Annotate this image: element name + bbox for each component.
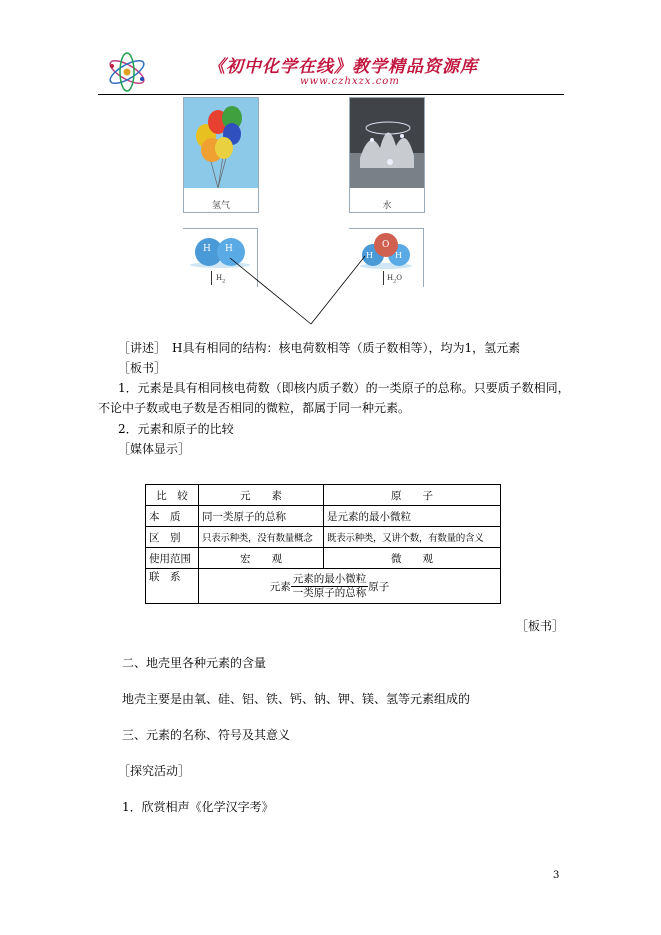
table-cell: 既表示种类，又讲个数，有数量的含义 xyxy=(324,527,501,548)
table-cell: 比 较 xyxy=(146,485,199,506)
water-caption: 水 xyxy=(382,201,392,211)
h2-formula-h: H xyxy=(216,274,223,282)
h2o-atom-h-left: H xyxy=(366,251,373,260)
h2-atom-right: H xyxy=(225,244,233,254)
table-cell: 是元素的最小微粒 xyxy=(324,506,501,527)
table-cell: 只表示种类，没有数量概念 xyxy=(199,527,324,548)
hydrogen-caption: 氢气 xyxy=(211,201,230,211)
h2o-formula-o: O xyxy=(396,274,403,282)
relation-fraction xyxy=(291,573,369,600)
header-title: 《初中化学在线》教学精品资源库 xyxy=(208,57,478,77)
h2-atom-left: H xyxy=(203,244,211,254)
page-number: 3 xyxy=(553,870,560,881)
table-row xyxy=(146,569,501,604)
relation-cell xyxy=(199,569,501,604)
h2o-formula-h: H xyxy=(387,274,394,282)
relation-right: 原子 xyxy=(368,580,390,593)
definition-line-2: 不论中子数或电子数是否相同的微粒，都属于同一种元素。 xyxy=(98,401,411,415)
relation-top: 元素的最小微粒 xyxy=(292,572,367,585)
table-cell: 原 子 xyxy=(324,485,501,506)
table-cell: 宏 观 xyxy=(199,548,324,569)
board-heading-2: ［板书］ xyxy=(516,619,565,633)
comparison-heading: 2．元素和原子的比较 xyxy=(118,422,234,436)
h2o-atom-h-right: H xyxy=(395,251,402,260)
header-url: www.czhxzx.com xyxy=(300,76,400,87)
element-atom-comparison-table xyxy=(145,484,501,604)
table-row xyxy=(146,506,501,527)
table-row xyxy=(146,527,501,548)
table-cell: 元 素 xyxy=(199,485,324,506)
explore-activity-heading: ［探究活动］ xyxy=(118,764,191,778)
table-cell: 使用范围 xyxy=(146,548,199,569)
table-cell: 区 别 xyxy=(146,527,199,548)
table-cell: 联 系 xyxy=(146,569,199,604)
definition-line-1: 1．元素是具有相同核电荷数（即核内质子数）的一类原子的总称。只要质子数相同， xyxy=(118,381,570,395)
section-2-heading: 二、地壳里各种元素的含量 xyxy=(122,656,267,670)
media-display-heading: ［媒体显示］ xyxy=(118,442,191,456)
relation-bottom: 一类原子的总称 xyxy=(292,586,367,599)
table-header-row xyxy=(146,485,501,506)
activity-item-1: 1．欣赏相声《化学汉字考》 xyxy=(122,800,274,814)
h2o-formula-sub: 2 xyxy=(393,278,397,285)
h2o-atom-o: O xyxy=(382,240,390,250)
h2-formula-sub: 2 xyxy=(222,278,226,285)
lecture-line: ［讲述］ H具有相同的结构：核电荷数相等（质子数相等），均为1，氢元素 xyxy=(118,341,521,355)
relation-left: 元素 xyxy=(269,580,291,593)
table-cell: 微 观 xyxy=(324,548,501,569)
table-cell: 本 质 xyxy=(146,506,199,527)
section-3-heading: 三、元素的名称、符号及其意义 xyxy=(122,728,291,742)
section-2-text: 地壳主要是由氧、硅、铝、铁、钙、钠、钾、镁、氢等元素组成的 xyxy=(122,692,471,706)
board-heading-1: ［板书］ xyxy=(118,361,167,375)
table-cell: 同一类原子的总称 xyxy=(199,506,324,527)
table-row xyxy=(146,548,501,569)
